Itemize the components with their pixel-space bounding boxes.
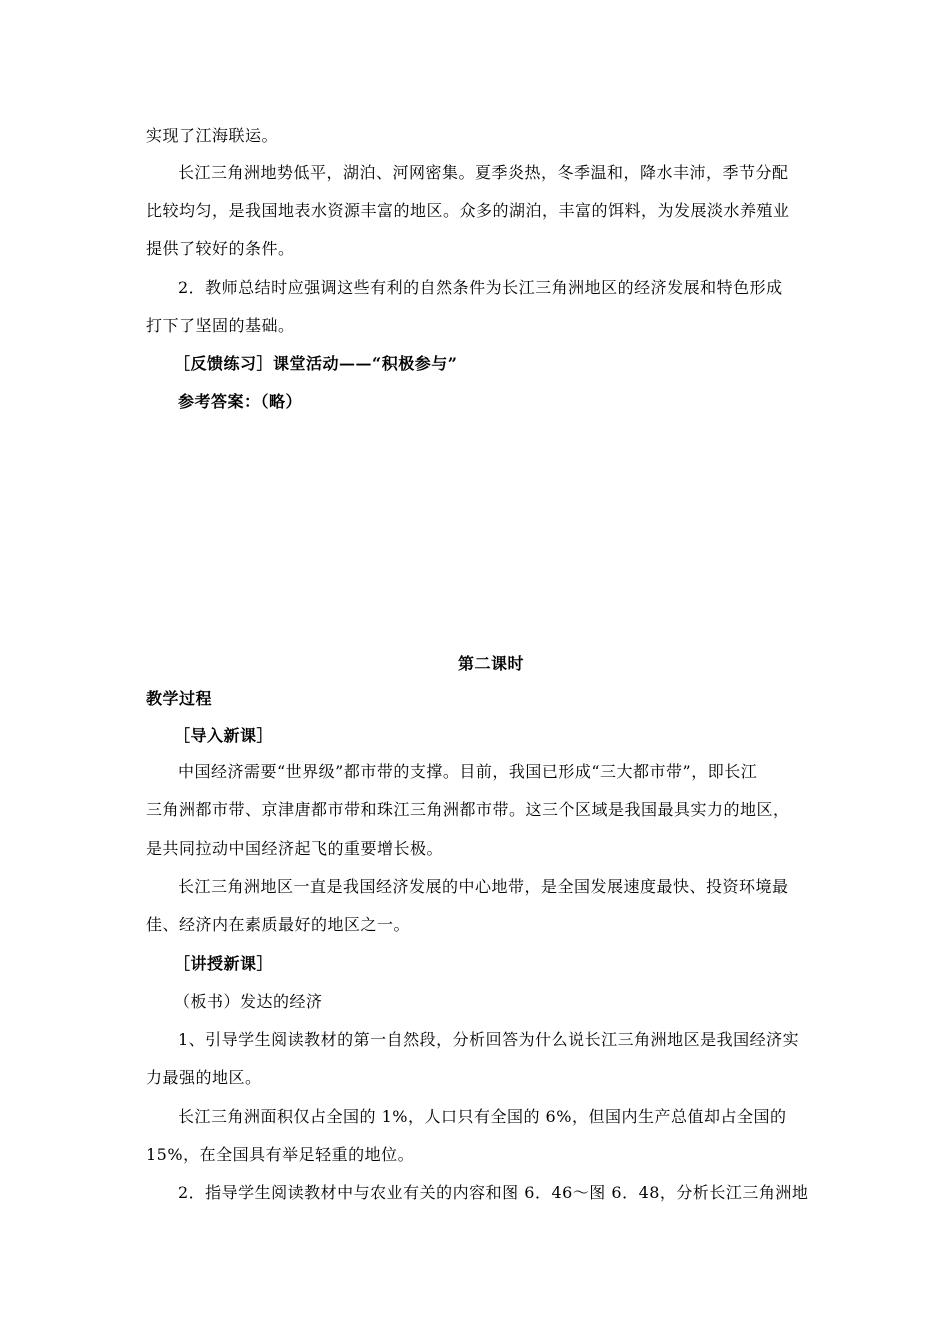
paragraph-line: 佳、经济内在素质最好的地区之一。 [146,915,411,934]
paragraph-line: 2．指导学生阅读教材中与农业有关的内容和图 6．46～图 6．48，分析长江三角洲地 [178,1183,809,1202]
paragraph-line: 提供了较好的条件。 [146,239,295,258]
paragraph-line: 力最强的地区。 [146,1068,262,1087]
paragraph-line: 2．教师总结时应强调这些有利的自然条件为长江三角洲地区的经济发展和特色形成 [178,278,783,297]
paragraph-line: 中国经济需要“世界级”都市带的支撑。目前，我国已形成“三大都市带”，即长江 [178,762,758,781]
paragraph-line: 长江三角洲地势低平，湖泊、河网密集。夏季炎热，冬季温和，降水丰沛，季节分配 [178,163,789,182]
paragraph-line: 15%，在全国具有举足轻重的地位。 [146,1145,415,1164]
subsection-heading: ［导入新课］ [174,726,274,745]
board-note: （板书）发达的经济 [174,992,323,1011]
paragraph-line: 长江三角洲地区一直是我国经济发展的中心地带，是全国发展速度最快、投资环境最 [178,877,789,896]
paragraph-line: 长江三角洲面积仅占全国的 1%，人口只有全国的 6%，但国内生产总值却占全国的 [178,1107,787,1126]
section-heading: 教学过程 [146,689,213,708]
paragraph-line: 比较均匀，是我国地表水资源丰富的地区。众多的湖泊，丰富的饵料，为发展淡水养殖业 [146,201,790,220]
paragraph-line: 实现了江海联运。 [146,126,279,145]
lesson-title: 第二课时 [457,654,524,673]
subsection-heading: ［讲授新课］ [174,954,274,973]
paragraph-line: 打下了坚固的基础。 [146,316,295,335]
feedback-heading: ［反馈练习］课堂活动——“积极参与” [174,354,458,373]
paragraph-line: 是共同拉动中国经济起飞的重要增长极。 [146,839,444,858]
answer-label: 参考答案：（略） [178,392,303,411]
paragraph-line: 1、引导学生阅读教材的第一自然段，分析回答为什么说长江三角洲地区是我国经济实 [178,1030,800,1049]
paragraph-line: 三角洲都市带、京津唐都市带和珠江三角洲都市带。这三个区域是我国最具实力的地区， [146,800,790,819]
